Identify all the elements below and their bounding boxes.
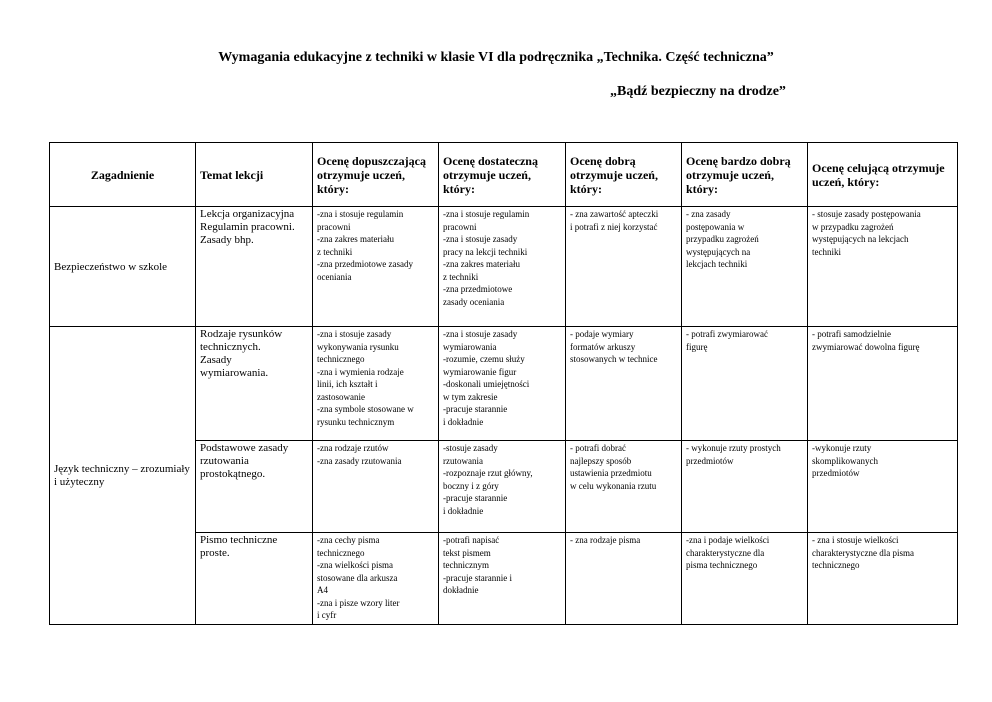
topic-line: Pismo techniczne [200, 534, 278, 546]
grade-line: przypadku zagrożeń [686, 234, 759, 244]
grade-cell-dopuszczajaca [313, 441, 439, 533]
grade-line: - podaje wymiary [570, 329, 634, 339]
grade-line: postępowania w [686, 221, 745, 232]
topic-line: Regulamin pracowni. [200, 221, 295, 233]
grade-line: - stosuje zasady postępowania [812, 209, 921, 219]
grade-line: rysunku technicznym [317, 416, 395, 427]
grade-line: wymiarowanie figur [443, 366, 517, 377]
header-zagadnienie: Zagadnienie [50, 143, 196, 207]
topic-cell [196, 533, 313, 625]
grade-line: linii, ich kształt i [317, 379, 378, 389]
grade-line: - zna i stosuje wielkości [812, 535, 899, 545]
grade-line: -zna przedmiotowe zasady [317, 259, 413, 269]
topic-line: Zasady [200, 354, 232, 366]
section-cell: Bezpieczeństwo w szkole [50, 207, 196, 327]
grade-cell-dobra [566, 441, 682, 533]
grade-line: zasady oceniania [443, 296, 505, 307]
header-temat: Temat lekcji [196, 143, 313, 207]
grade-cell-celujaca [808, 533, 958, 625]
grade-line: -zna cechy pisma [317, 535, 380, 545]
grade-line: -wykonuje rzuty [812, 443, 872, 453]
header-dostateczna: Ocenę dostateczną otrzymuje uczeń, który: [439, 143, 566, 207]
topic-cell [196, 327, 313, 441]
grade-line: stosowane dla arkusza [317, 572, 398, 583]
grade-line: -zna symbole stosowane w [317, 404, 414, 414]
document-title: Wymagania edukacyjne z techniki w klasie VI dla podręcznika „Technika. Część techniczna” [218, 50, 774, 65]
topic-line: prostokątnego. [200, 468, 266, 480]
grade-line: technicznym [443, 560, 489, 570]
grade-line: charakterystyczne dla pisma [812, 547, 914, 558]
grade-line: przedmiotów [812, 468, 860, 478]
grade-line: -zna wielkości pisma [317, 560, 393, 570]
grade-cell-dobra [566, 533, 682, 625]
grade-line: -rozumie, czemu służy [443, 354, 525, 364]
requirements-table [49, 142, 958, 625]
header-row [50, 143, 958, 207]
grade-cell-dopuszczajaca [313, 327, 439, 441]
grade-line: rzutowania [443, 455, 483, 466]
topic-line: Zasady bhp. [200, 234, 254, 246]
grade-cell-dostateczna [439, 327, 566, 441]
document-subtitle: „Bądź bezpieczny na drodze” [610, 84, 786, 99]
grade-line: - wykonuje rzuty prostych [686, 443, 781, 453]
grade-line: w przypadku zagrożeń [812, 221, 894, 232]
topic-line: Rodzaje rysunków [200, 328, 283, 340]
grade-line: zwymiarować dowolna figurę [812, 341, 920, 352]
grade-line: -zna i stosuje regulamin [317, 209, 404, 219]
grade-line: -zna i stosuje regulamin [443, 209, 530, 219]
grade-line: i dokładnie [443, 416, 484, 427]
topic-line: proste. [200, 547, 230, 559]
grade-cell-bardzo-dobra [682, 533, 808, 625]
grade-line: -rozpoznaje rzut główny, [443, 468, 533, 478]
grade-line: wymiarowania [443, 341, 497, 352]
grade-cell-dostateczna [439, 441, 566, 533]
grade-line: i potrafi z niej korzystać [570, 221, 658, 232]
grade-line: - potrafi dobrać [570, 443, 626, 453]
grade-line: - zna rodzaje pisma [570, 535, 641, 545]
topic-line: rzutowania [200, 455, 249, 467]
grade-line: najlepszy sposób [570, 455, 632, 466]
topic-line: wymiarowania. [200, 367, 269, 379]
grade-line: pracowni [443, 221, 477, 232]
grade-cell-celujaca [808, 441, 958, 533]
grade-cell-dostateczna [439, 533, 566, 625]
grade-cell-celujaca [808, 207, 958, 327]
grade-line: dokładnie [443, 585, 479, 595]
header-dopuszczajaca: Ocenę dopuszczającą otrzymuje uczeń, który: [313, 143, 439, 207]
grade-line: występujących na [686, 246, 751, 257]
grade-line: -pracuje starannie i [443, 572, 512, 583]
grade-line: A4 [317, 585, 328, 595]
grade-line: z techniki [317, 246, 353, 257]
grade-line: -stosuje zasady [443, 443, 498, 453]
grade-line: techniki [812, 246, 841, 257]
grade-line: lekcjach techniki [686, 259, 748, 269]
grade-line: -zna przedmiotowe [443, 284, 513, 294]
topic-line: technicznych. [200, 341, 261, 353]
grade-line: boczny i z góry [443, 480, 499, 491]
grade-line: pracowni [317, 221, 351, 232]
grade-cell-celujaca [808, 327, 958, 441]
grade-line: -zna i pisze wzory liter [317, 597, 400, 608]
grade-line: - zna zasady [686, 209, 731, 219]
grade-cell-dostateczna [439, 207, 566, 327]
header-dobra: Ocenę dobrą otrzymuje uczeń, który: [566, 143, 682, 207]
grade-line: formatów arkuszy [570, 341, 636, 352]
grade-line: i dokładnie [443, 505, 484, 516]
grade-line: technicznego [317, 354, 365, 364]
grade-line: -zna i podaje wielkości [686, 535, 770, 545]
topic-cell [196, 207, 313, 327]
grade-line: -pracuje starannie [443, 493, 508, 503]
topic-line: Lekcja organizacyjna [200, 208, 295, 220]
grade-line: w tym zakresie [443, 391, 498, 402]
grade-line: -potrafi napisać [443, 535, 500, 545]
grade-line: stosowanych w technice [570, 354, 658, 364]
grade-line: -zna i stosuje zasady [443, 329, 518, 339]
grade-line: skomplikowanych [812, 455, 878, 466]
section-cell: Język techniczny – zrozumiały i użyteczny [50, 327, 196, 625]
grade-line: zastosowanie [317, 391, 365, 402]
grade-line: technicznego [812, 560, 860, 570]
grade-line: charakterystyczne dla [686, 547, 765, 558]
grade-line: - zna zawartość apteczki [570, 209, 659, 219]
grade-line: -zna i wymienia rodzaje [317, 366, 404, 377]
grade-line: ustawienia przedmiotu [570, 468, 652, 478]
grade-line: - potrafi samodzielnie [812, 329, 891, 339]
grade-cell-bardzo-dobra [682, 207, 808, 327]
grade-line: w celu wykonania rzutu [570, 480, 657, 491]
grade-cell-dobra [566, 207, 682, 327]
header-bardzo-dobra: Ocenę bardzo dobrą otrzymuje uczeń, który: [682, 143, 808, 207]
topic-cell [196, 441, 313, 533]
grade-line: -zna i stosuje zasady [317, 329, 392, 339]
grade-cell-bardzo-dobra [682, 327, 808, 441]
grade-line: -zna rodzaje rzutów [317, 443, 389, 453]
grade-line: pracy na lekcji techniki [443, 246, 528, 257]
grade-line: figurę [686, 341, 708, 352]
grade-line: oceniania [317, 271, 352, 282]
grade-line: przedmiotów [686, 455, 734, 466]
topic-line: Podstawowe zasady [200, 442, 289, 454]
grade-cell-dopuszczajaca [313, 533, 439, 625]
grade-line: -pracuje starannie [443, 404, 508, 414]
grade-line: tekst pismem [443, 547, 491, 558]
grade-line: technicznego [317, 547, 365, 558]
grade-line: z techniki [443, 271, 479, 282]
grade-line: - potrafi zwymiarować [686, 329, 768, 339]
table-row [50, 327, 958, 441]
table-row [50, 207, 958, 327]
grade-line: -zna zakres materiału [443, 259, 520, 269]
grade-line: -zna zasady rzutowania [317, 455, 402, 466]
grade-cell-dobra [566, 327, 682, 441]
grade-line: i cyfr [317, 610, 337, 620]
header-celujaca: Ocenę celującą otrzymuje uczeń, który: [808, 143, 958, 207]
grade-line: -zna zakres materiału [317, 234, 394, 244]
grade-cell-dopuszczajaca [313, 207, 439, 327]
grade-line: występujących na lekcjach [812, 234, 909, 244]
grade-line: -doskonali umiejętności [443, 379, 530, 389]
grade-line: -zna i stosuje zasady [443, 234, 518, 244]
grade-cell-bardzo-dobra [682, 441, 808, 533]
grade-line: wykonywania rysunku [317, 341, 399, 352]
grade-line: pisma technicznego [686, 560, 758, 570]
